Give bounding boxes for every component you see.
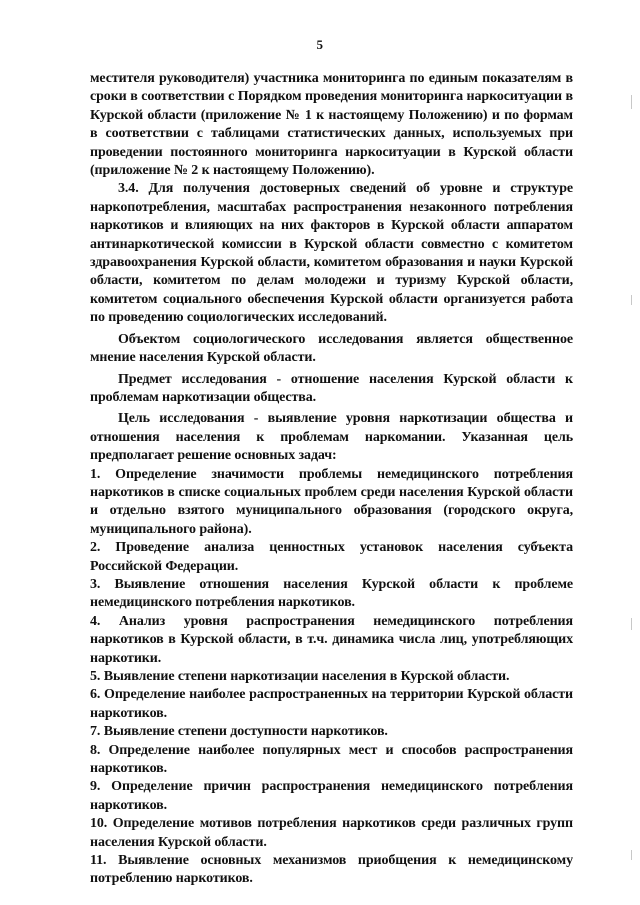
task-item: 1. Определение значимости проблемы немедицинского потребления наркотиков в списке социальных проблем среди населения Курской области и отдельно взятого муниципального образования (городского округа, муниципального района). (90, 466, 573, 537)
task-item: 9. Определение причин распространения немедицинского потребления наркотиков. (90, 779, 573, 813)
task-item: 8. Определение наиболее популярных мест и способов распространения наркотиков. (90, 742, 573, 777)
task-item: 3. Выявление отношения населения Курской области к проблеме немедицинского потребления наркотиков. (90, 576, 573, 611)
task-item: 6. Определение наиболее распространенных на территории Курской области наркотиков. (90, 687, 573, 721)
scan-artifact (631, 95, 632, 109)
task-item: 4. Анализ уровня распространения немедицинского потребления наркотиков в Курской области, в т.ч. динамика числа лиц, употребляющих наркотики. (90, 613, 573, 666)
paragraph-research-subject: Предмет исследования - отношение населения Курской области к проблемам наркотизации общества. (90, 371, 573, 405)
paragraph-section-3-4: 3.4. Для получения достоверных сведений об уровне и структуре наркопотребления, масштабах распространения незаконного потребления наркотиков и влияющих на них факторов в Курской области аппаратом антинаркотической комиссии в Курской области совместно с комитетом здравоохранения Курской области, комитетом образования и науки Курской области, комитетом по делам молодежи и туризму Курской области, комитетом социального обеспечения Курской области организуется работа по проведению социологических исследований. (90, 181, 573, 326)
page-number: 5 (316, 37, 324, 52)
task-item: 11. Выявление основных механизмов приобщения к немедицинскому потреблению наркотиков. (90, 853, 573, 887)
task-item: 7. Выявление степени доступности наркотиков. (90, 724, 388, 740)
paragraph-continuation: местителя руководителя) участника мониторинга по единым показателям в сроки в соответствии с Порядком проведения мониторинга наркоситуации в Курской области (приложение № 1 к настоящему Положению) и по формам в соответствии с таблицами статистических данных, используемых при проведении постоянного мониторинга наркоситуации в Курской области (приложение № 2 к настоящему Положению). (90, 71, 573, 179)
task-item: 2. Проведение анализа ценностных установок населения субъекта Российской Федерации. (90, 540, 573, 574)
paragraph-research-object: Объектом социологического исследования является общественное мнение населения Курской области. (90, 331, 573, 366)
task-item: 10. Определение мотивов потребления наркотиков среди различных групп населения Курской области. (90, 816, 573, 850)
scan-artifact (631, 295, 632, 305)
scan-artifact (631, 850, 632, 860)
paragraph-research-goal: Цель исследования - выявление уровня наркотизации общества и отношения населения к проблемам наркомании. Указанная цель предполагает решение основных задач: (90, 411, 573, 464)
task-item: 5. Выявление степени наркотизации населения в Курской области. (90, 669, 510, 684)
task-list (90, 466, 573, 889)
scan-artifact (631, 618, 632, 630)
document-body (90, 70, 573, 889)
